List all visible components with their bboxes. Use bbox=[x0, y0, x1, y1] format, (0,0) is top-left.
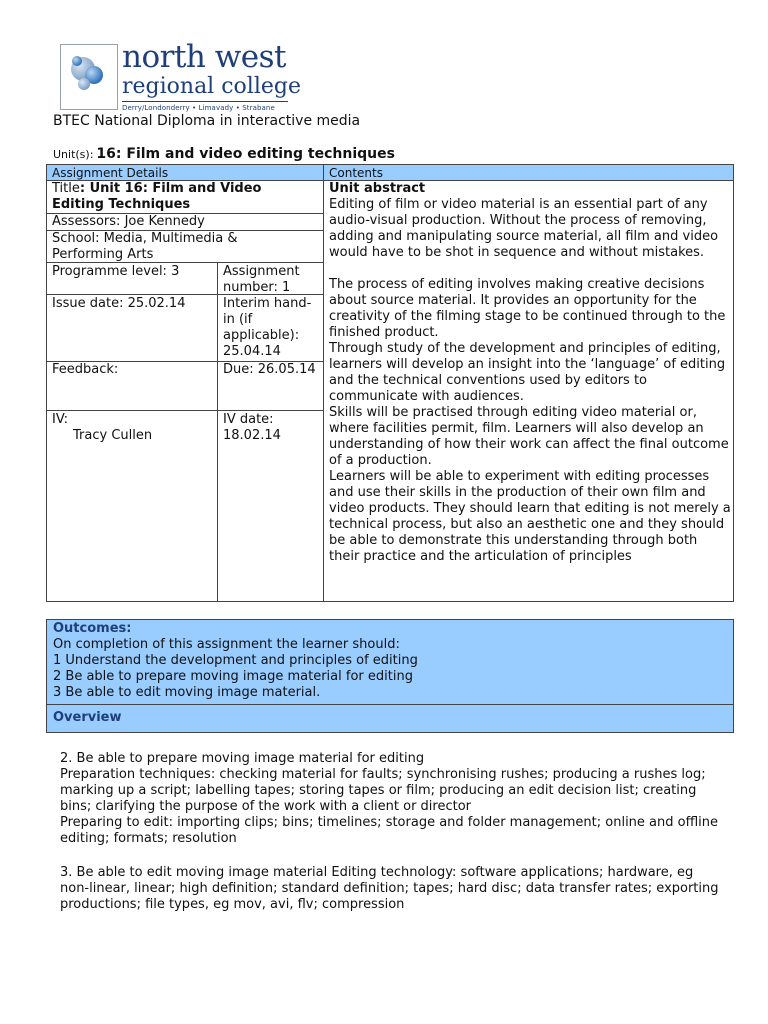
assessors-cell: Assessors: Joe Kennedy bbox=[52, 214, 205, 229]
header-contents: Contents bbox=[324, 165, 733, 181]
iv-label: IV: bbox=[52, 412, 69, 427]
logo-divider bbox=[122, 101, 288, 102]
logo-line-1: north west bbox=[122, 39, 286, 75]
inner-column-divider bbox=[217, 262, 218, 601]
college-logo-text bbox=[122, 40, 301, 113]
section-3-text: 3. Be able to edit moving image material Editing technology: software applications; hardware, eg non-linear, linear; high definition; standard definition; tapes; hard disc; data transfer rates; exporting productions; file types, eg mov, avi, flv; compression bbox=[60, 865, 719, 912]
abstract-paragraph-5: Learners will be able to experiment with editing processes and use their skills in the production of their own film and video products. They should learn that editing is not merely a technical process, but also an aesthetic one and they should be able to demonstrate this understanding through both their practice and the articulation of principles bbox=[329, 469, 731, 564]
iv-date-cell: IV date: 18.02.14 bbox=[223, 412, 281, 443]
abstract-paragraph-1: Editing of film or video material is an essential part of any audio-visual production. Without the process of removing, adding and manipulating source material, all film and video would have to be shot in sequence and without mistakes. bbox=[329, 197, 719, 260]
section-2 bbox=[60, 751, 720, 847]
section-3 bbox=[60, 865, 720, 913]
unit-title: 16: Film and video editing techniques bbox=[96, 146, 395, 162]
outcome-item: 3 Be able to edit moving image material. bbox=[53, 685, 321, 700]
title-cell bbox=[52, 181, 317, 213]
overview-heading: Overview bbox=[53, 710, 122, 725]
college-logo-mark bbox=[60, 44, 118, 110]
outcome-item: 2 Be able to prepare moving image material for editing bbox=[53, 669, 413, 684]
assignment-number-cell: Assignment number: 1 bbox=[223, 264, 300, 295]
outcomes-body bbox=[53, 637, 418, 701]
unit-label: Unit(s): bbox=[53, 148, 94, 161]
abstract-title: Unit abstract bbox=[329, 181, 426, 196]
section-2-heading: 2. Be able to prepare moving image material for editing bbox=[60, 751, 425, 766]
unit-abstract bbox=[329, 181, 731, 565]
course-title: BTEC National Diploma in interactive media bbox=[53, 113, 361, 129]
abstract-paragraph-3: Through study of the development and principles of editing, learners will develop an insight into the ‘language’ of editing and the technical conventions used by editors to communicate with audiences. bbox=[329, 341, 726, 404]
title-label: Title bbox=[52, 181, 80, 196]
programme-level-cell: Programme level: 3 bbox=[52, 264, 180, 279]
iv-cell bbox=[52, 412, 212, 444]
outcomes-intro: On completion of this assignment the learner should: bbox=[53, 637, 400, 652]
assignment-table bbox=[46, 164, 734, 602]
school-cell: School: Media, Multimedia & Performing Arts bbox=[52, 231, 238, 262]
logo-circles-icon bbox=[61, 45, 117, 109]
logo-line-3: Derry/Londonderry • Limavady • Strabane bbox=[122, 104, 275, 112]
abstract-paragraph-4: Skills will be practised through editing video material or, where facilities permit, film. Learners will also develop an understanding of how their work can affect the final outcome of a production. bbox=[329, 405, 729, 468]
outcomes-divider bbox=[47, 704, 733, 705]
outcomes-box bbox=[46, 619, 734, 733]
abstract-paragraph-2: The process of editing involves making creative decisions about source material. It provides an opportunity for the creativity of the filming stage to be continued through to the finished product. bbox=[329, 277, 726, 340]
due-cell: Due: 26.05.14 bbox=[223, 362, 316, 377]
iv-name: Tracy Cullen bbox=[73, 428, 153, 443]
issue-date-cell: Issue date: 25.02.14 bbox=[52, 296, 186, 311]
feedback-cell: Feedback: bbox=[52, 362, 119, 377]
interim-cell: Interim hand-in (if applicable): 25.04.14 bbox=[223, 296, 312, 359]
section-2-preparation: Preparation techniques: checking material for faults; synchronising rushes; producing a rushes log; marking up a script; labelling tapes; storing tapes or film; producing an edit decision list; creating bins; clarifying the purpose of the work with a client or director bbox=[60, 767, 706, 814]
unit-heading bbox=[53, 146, 395, 162]
section-2-preparing: Preparing to edit: importing clips; bins; timelines; storage and folder management; online and offline editing; formats; resolution bbox=[60, 815, 719, 846]
header-assignment-details: Assignment Details bbox=[47, 165, 323, 181]
column-divider bbox=[323, 165, 324, 601]
logo-line-2: regional college bbox=[122, 74, 301, 99]
title-value: : Unit 16: Film and Video Editing Techniques bbox=[52, 181, 262, 212]
outcomes-title: Outcomes: bbox=[53, 621, 132, 636]
row-divider bbox=[47, 410, 323, 411]
outcome-item: 1 Understand the development and principles of editing bbox=[53, 653, 418, 668]
